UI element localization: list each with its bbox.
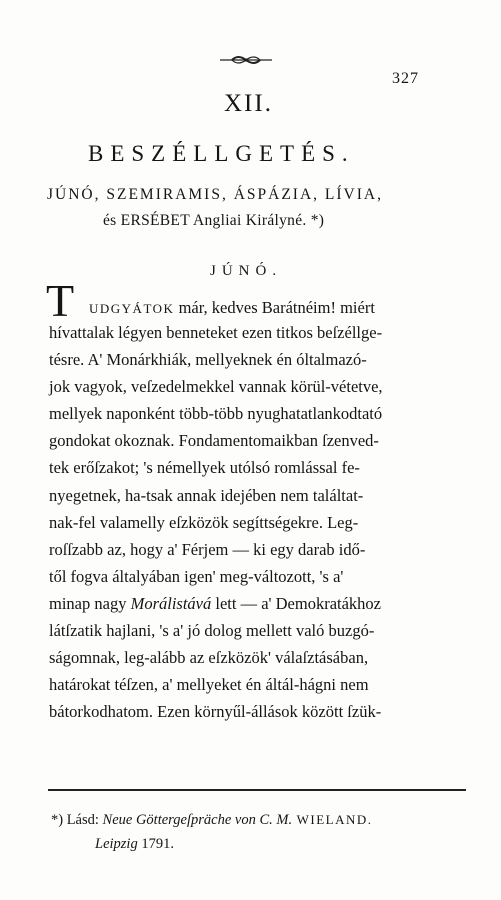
footnote-divider — [48, 789, 466, 791]
text-line: nyegetnek, ha-tsak annak idejében nem találtat- — [49, 486, 364, 505]
speakers-list-continued: és ERSÉBET Angliai Királyné. *) — [103, 212, 325, 229]
text-line: látſzatik hajlani, 's a' jó dolog mellett való buzgó- — [49, 621, 375, 640]
text-line: ságomnak, leg-alább az eſzközök' válaſztásában, — [49, 648, 369, 667]
chapter-number: XII. — [224, 90, 273, 117]
footnote — [51, 812, 373, 829]
footnote-place: Leipzig — [95, 836, 138, 852]
page-number: 327 — [392, 70, 419, 87]
footnote-marker: *) Lásd: — [51, 812, 103, 828]
footnote-title: Neue Göttergeſpräche von C. M. — [102, 812, 293, 828]
text-line: hívattalak légyen benneteket ezen titkos beſzéllge- — [49, 323, 383, 342]
text-line: roſſzabb az, hogy a' Férjem — ki egy darab idő- — [49, 540, 366, 559]
drop-cap: T — [46, 275, 75, 326]
text-line: nak-fel valamelly eſzközök segíttségekre. Leg- — [49, 513, 359, 532]
first-line-rest: már, kedves Barátnéim! miért — [174, 298, 375, 317]
footnote-continued — [95, 836, 174, 853]
footnote-author: WIELAND. — [292, 812, 373, 827]
text-line — [89, 298, 375, 319]
first-word: UDGYÁTOK — [89, 301, 175, 316]
text-line: bátorkodhatom. Ezen környűl-állások között ſzük- — [49, 702, 382, 721]
ornament-icon — [218, 54, 274, 66]
text-line: tésre. A' Monárkhiák, mellyeknek én óltalmazó- — [49, 350, 367, 369]
text-line: gondokat okoznak. Fondamentomaikban ſzenved- — [49, 431, 379, 450]
text-line: tek erőſzakot; 's némellyek utólsó romlással fe- — [49, 458, 360, 477]
text-line — [49, 594, 381, 614]
emphasized-word: Morálistává — [130, 594, 212, 613]
footnote-year: 1791. — [137, 836, 174, 852]
speaker-name: JÚNÓ. — [210, 263, 283, 279]
text-line: jok vagyok, veſzedelmekkel vannak körül-vétetve, — [49, 377, 383, 396]
text-line: től fogva általyában igen' meg-változott, 's a' — [49, 567, 344, 586]
page-title: BESZÉLLGETÉS. — [88, 141, 355, 166]
speakers-list: JÚNÓ, SZEMIRAMIS, ÁSPÁZIA, LÍVIA, — [47, 186, 383, 203]
text-segment: minap nagy — [49, 594, 131, 613]
text-line: határokat téſzen, a' mellyeket én áltál-hágni nem — [49, 675, 369, 694]
text-segment: lett — a' Demokratákhoz — [211, 594, 381, 613]
text-line: mellyek naponként több-több nyughatatlankodtató — [49, 404, 383, 423]
